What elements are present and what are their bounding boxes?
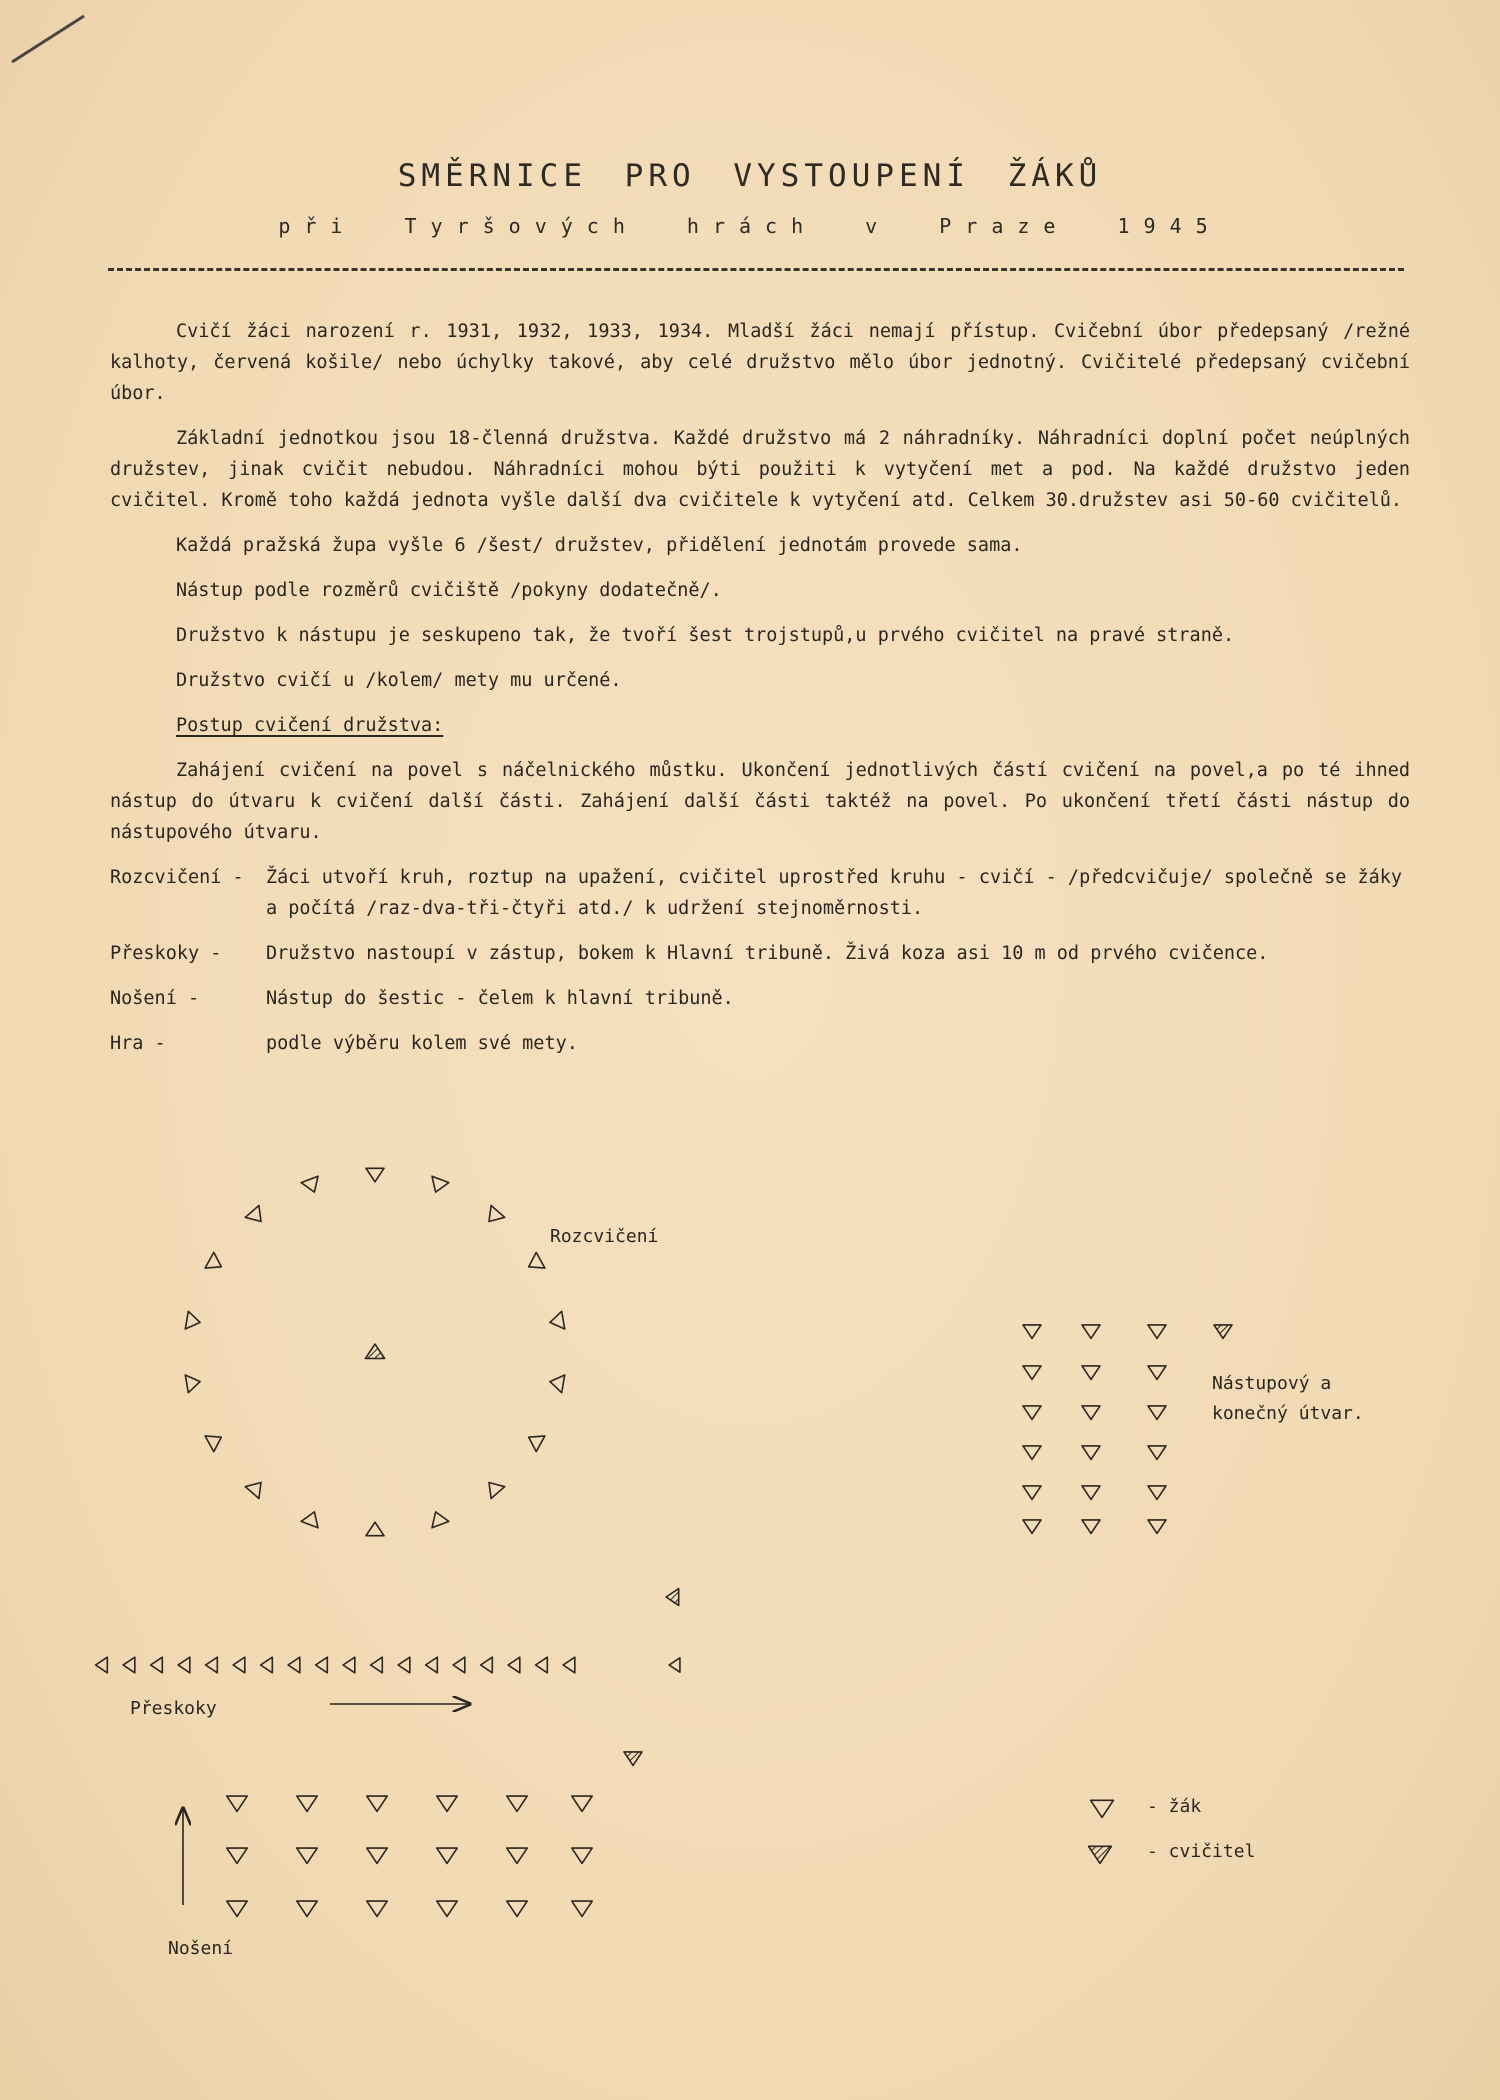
- part-desc: Žáci utvoří kruh, roztup na upažení, cvičitel uprostřed kruhu - cvičí - /předcvičuje/ společně se žáky a počítá /raz-dva-tři-čtyři atd./ k udržení stejnoměrnosti.: [266, 867, 1403, 919]
- section-heading: [110, 710, 1410, 741]
- paragraph-grouping: Družstvo k nástupu je seskupeno tak, že tvoří šest trojstupů,u prvého cvičitel na pravé straně.: [176, 625, 1235, 646]
- paragraph-age-uniform: Cvičí žáci narození r. 1931, 1932, 1933, 1934. Mladší žáci nemají přístup. Cvičební úbor předepsaný /režné kalhoty, červená košile/ nebo úchylky takové, aby celé družstvo mělo úbor jednotný. Cvičitelé předepsaný cvičební úbor.: [110, 321, 1410, 404]
- part-row-vault: [110, 938, 1410, 969]
- part-desc: podle výběru kolem své mety.: [266, 1033, 578, 1054]
- part-row-warmup: [110, 862, 1410, 924]
- vault-label: Přeskoky: [130, 1698, 217, 1719]
- paragraph-assembly: Nástup podle rozměrů cvičiště /pokyny dodatečně/.: [176, 580, 722, 601]
- instructions-text: [110, 316, 1410, 1073]
- paragraph-districts: Každá pražská župa vyšle 6 /šest/ družstev, přidělení jednotám provede sama.: [176, 535, 1023, 556]
- part-term: Hra -: [110, 1033, 166, 1054]
- part-term: Přeskoky -: [110, 943, 222, 964]
- paragraph-station: Družstvo cvičí u /kolem/ mety mu určené.: [176, 670, 622, 691]
- part-term: Rozcvičení -: [110, 867, 244, 888]
- part-row-carry: [110, 983, 1410, 1014]
- carry-label: Nošení: [168, 1938, 234, 1959]
- part-desc: Nástup do šestic - čelem k hlavní tribuně.: [266, 988, 734, 1009]
- section-heading-text: Postup cvičení družstva:: [176, 715, 444, 736]
- paragraph-procedure: Zahájení cvičení na povel s náčelnického můstku. Ukončení jednotlivých částí cvičení na povel,a po té ihned nástup do útvaru k cvičení další části. Zahájení další části taktéž na povel. Po ukončení třetí části nástup do nástupového útvaru.: [110, 760, 1410, 843]
- document-subtitle: při Tyršových hrách v Praze 1945: [278, 214, 1222, 238]
- formation-label-line2: konečný útvar.: [1212, 1403, 1364, 1424]
- paragraph-teams: Základní jednotkou jsou 18-členná družstva. Každé družstvo má 2 náhradníky. Náhradníci doplní počet neúplných družstev, jinak cvičit nebudou. Náhradníci mohou býti použiti k vytyčení met a pod. Na každé družstvo jeden cvičitel. Kromě toho každá jednota vyšle další dva cvičitele k vytyčení atd. Celkem 30.družstev asi 50-60 cvičitelů.: [110, 428, 1410, 511]
- legend-pupil-label: - žák: [1147, 1796, 1202, 1817]
- dashed-divider: [108, 268, 1404, 271]
- part-row-game: [110, 1028, 1410, 1059]
- part-desc: Družstvo nastoupí v zástup, bokem k Hlavní tribuně. Živá koza asi 10 m od prvého cvičence.: [266, 943, 1269, 964]
- legend-instructor-label: - cvičitel: [1147, 1841, 1256, 1862]
- formation-label-line1: Nástupový a: [1212, 1373, 1332, 1394]
- pencil-mark-icon: [8, 10, 88, 70]
- warmup-label: Rozcvičení: [550, 1226, 659, 1247]
- document-title: SMĚRNICE PRO VYSTOUPENÍ ŽÁKŮ: [397, 158, 1103, 194]
- part-term: Nošení -: [110, 988, 200, 1009]
